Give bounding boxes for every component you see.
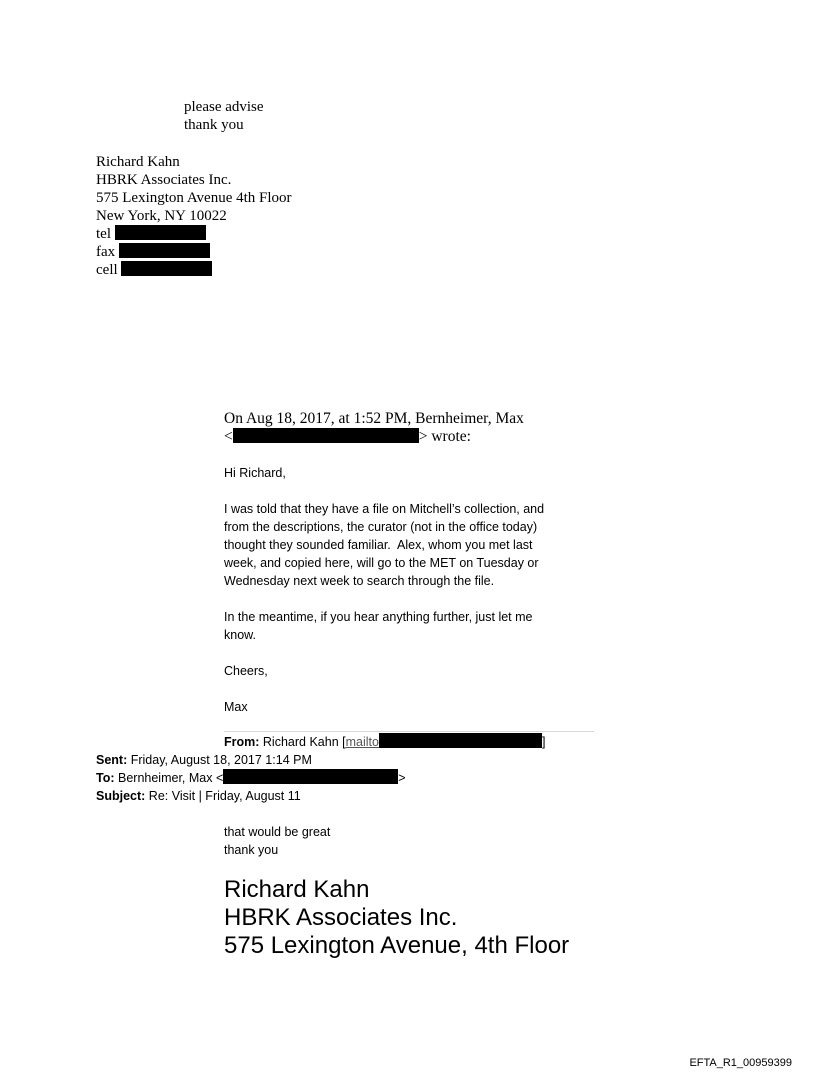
subject-label: Subject: — [96, 789, 146, 803]
note-line: thank you — [184, 117, 244, 133]
sent-label: Sent: — [96, 753, 128, 767]
message-line: thought they sounded familiar. Alex, whom you met last — [224, 538, 533, 552]
top-note — [184, 98, 264, 134]
message-line: Wednesday next week to search through the file. — [224, 574, 495, 588]
quote-header-address — [224, 428, 524, 446]
message-sign: Max — [224, 700, 248, 714]
redaction-box — [233, 428, 419, 443]
from-end: ] — [541, 735, 546, 749]
quote-header-line: On Aug 18, 2017, at 1:52 PM, Bernheimer, Max — [224, 410, 524, 427]
quote-header — [224, 410, 524, 446]
message-closing: Cheers, — [224, 664, 268, 678]
signature-city: New York, NY 10022 — [96, 208, 227, 224]
to-line — [96, 769, 406, 787]
redaction-box — [115, 225, 206, 240]
redaction-box — [119, 243, 210, 258]
signature-cell — [96, 261, 292, 279]
subject-value: Re: Visit | Friday, August 11 — [148, 789, 301, 803]
angle-open: < — [224, 428, 233, 445]
sent-line — [96, 751, 312, 769]
note-line: please advise — [184, 99, 264, 115]
signature-tel — [96, 225, 292, 243]
reply-message — [224, 823, 330, 859]
mailto-link[interactable]: mailto — [345, 735, 379, 749]
header-divider — [224, 731, 594, 732]
message-line: I was told that they have a file on Mitchell’s collection, and — [224, 502, 545, 516]
redaction-box — [379, 733, 542, 748]
subject-line — [96, 787, 301, 805]
quoted-message — [224, 464, 604, 716]
to-end: > — [398, 771, 406, 785]
document-id: EFTA_R1_00959399 — [689, 1057, 792, 1069]
signature-block — [96, 153, 292, 279]
redaction-box — [121, 261, 212, 276]
message-line: from the descriptions, the curator (not in the office today) — [224, 520, 538, 534]
message-line: week, and copied here, will go to the MET on Tuesday or — [224, 556, 539, 570]
signature-block-large — [224, 876, 569, 960]
signature-address: 575 Lexington Avenue 4th Floor — [96, 190, 292, 206]
signature-name: Richard Kahn — [224, 876, 370, 903]
reply-line: that would be great — [224, 825, 331, 839]
signature-address: 575 Lexington Avenue, 4th Floor — [224, 932, 570, 959]
from-line — [224, 733, 545, 751]
message-line: In the meantime, if you hear anything further, just let me — [224, 610, 533, 624]
signature-company: HBRK Associates Inc. — [224, 904, 458, 931]
redaction-box — [223, 769, 398, 784]
reply-line: thank you — [224, 843, 279, 857]
to-label: To: — [96, 771, 115, 785]
to-value: Bernheimer, Max < — [118, 771, 224, 785]
message-line: know. — [224, 628, 256, 642]
from-value: Richard Kahn [ — [262, 735, 346, 749]
signature-company: HBRK Associates Inc. — [96, 172, 232, 188]
fax-label: fax — [96, 244, 116, 260]
wrote-text: > wrote: — [418, 428, 471, 445]
sent-value: Friday, August 18, 2017 1:14 PM — [130, 753, 312, 767]
signature-name: Richard Kahn — [96, 154, 180, 170]
signature-fax — [96, 243, 292, 261]
cell-label: cell — [96, 262, 118, 278]
tel-label: tel — [96, 226, 111, 242]
from-label: From: — [224, 735, 260, 749]
message-greeting: Hi Richard, — [224, 466, 286, 480]
